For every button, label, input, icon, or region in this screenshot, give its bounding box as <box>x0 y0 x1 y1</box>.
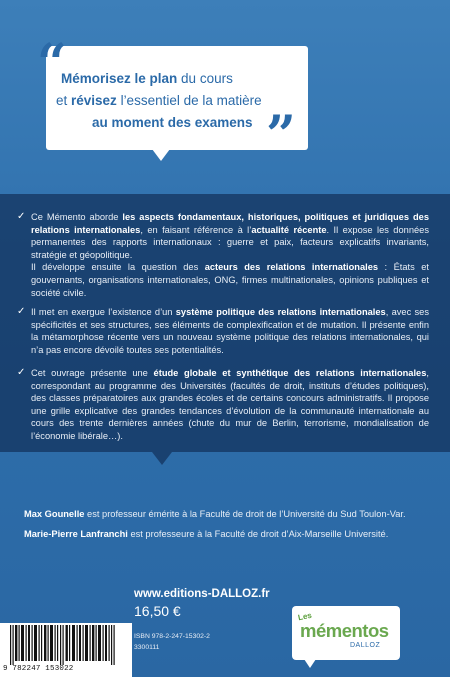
author-1-name: Max Gounelle <box>24 509 85 519</box>
tagline-text-3: l’essentiel de la matière <box>116 93 262 108</box>
p3-text-c: , correspondant au programme des Universités (facultés de droit, instituts d’études politiques), des classes préparatoires aux grandes écoles et de certains concours administratifs. Il propose une grille explicative des grandes tendances d’évolution de la communauté internationale au cours des trente dernières années (chute du mur de Berlin, terrorisme, mondialisation de l’économie libérale…). <box>31 368 429 441</box>
p1-bold-d: actualité récente <box>251 224 327 235</box>
author-2 <box>24 524 434 544</box>
paragraph-1 <box>17 211 429 299</box>
isbn-block <box>134 631 210 653</box>
p3-bold-b: étude globale et synthétique des relations internationales <box>153 368 427 378</box>
p1-bold-g: acteurs des relations internationales <box>204 262 379 273</box>
author-2-name: Marie-Pierre Lanfranchi <box>24 529 128 539</box>
check-icon: ✓ <box>17 367 26 378</box>
tagline-emph-1: Mémorisez le plan <box>61 71 178 86</box>
p2-text-c: , avec ses spécificités et ses structures, ses éléments de complexification et de mutation. Il présente enfin la métamorphose récente vers un nouveau système politique des relations internationales, qui n’a pas encore dévoilé toutes ses potentialités. <box>31 307 429 355</box>
close-quote-icon: ” <box>266 105 296 166</box>
check-icon: ✓ <box>17 306 26 317</box>
open-quote-icon: “ <box>37 33 67 94</box>
check-icon: ✓ <box>17 211 26 222</box>
logo-mementos: mémentos <box>300 620 389 641</box>
p1-text-a: Ce Mémento aborde <box>31 212 123 222</box>
tagline-emph-2: révisez <box>71 93 117 108</box>
isbn: ISBN 978-2-247-15302-2 <box>134 633 210 640</box>
price: 16,50 € <box>134 603 181 619</box>
p1-text-e: . Il expose les données permanentes des rapports internationaux : guerre et paix, facteurs explicatifs invariants, stratégie et géopolitique. <box>31 224 429 260</box>
tagline-emph-3: au moment des examens <box>92 115 253 130</box>
tagline-text-1: du cours <box>177 71 233 86</box>
logo-dalloz: DALLOZ <box>350 642 381 649</box>
tagline <box>56 68 296 134</box>
barcode-icon <box>4 625 122 665</box>
p2-bold-b: système politique des relations internationales <box>175 307 386 317</box>
authors <box>24 504 434 544</box>
tagline-text-2: et <box>56 93 72 108</box>
p1-text-c: , en faisant référence à l’ <box>140 224 252 235</box>
p2-text-a: Il met en exergue l’existence d’un <box>31 307 176 317</box>
author-1 <box>24 504 434 524</box>
paragraph-3 <box>17 367 429 443</box>
p1-text-f: Il développe ensuite la question des <box>31 262 205 273</box>
p1-text-h: : États et gouvernants, organisations internationales, ONG, firmes multinationales, opinions publiques et société civile. <box>31 262 429 298</box>
barcode-number: 9 782247 153022 <box>3 665 74 673</box>
p1-bold-b: les aspects fondamentaux, historiques, politiques et juridiques des relations internationales <box>31 212 429 235</box>
p3-text-a: Cet ouvrage présente une <box>31 368 154 378</box>
product-code: 3300111 <box>134 644 160 651</box>
author-2-bio: est professeure à la Faculté de droit d’Aix-Marseille Université. <box>127 529 389 539</box>
publisher-website[interactable]: www.editions-DALLOZ.fr <box>134 588 270 600</box>
logo-les: Les <box>297 610 313 623</box>
paragraph-2 <box>17 306 429 356</box>
barcode-box <box>0 623 132 677</box>
author-1-bio: est professeur émérite à la Faculté de droit de l’Université du Sud Toulon-Var. <box>84 509 406 519</box>
